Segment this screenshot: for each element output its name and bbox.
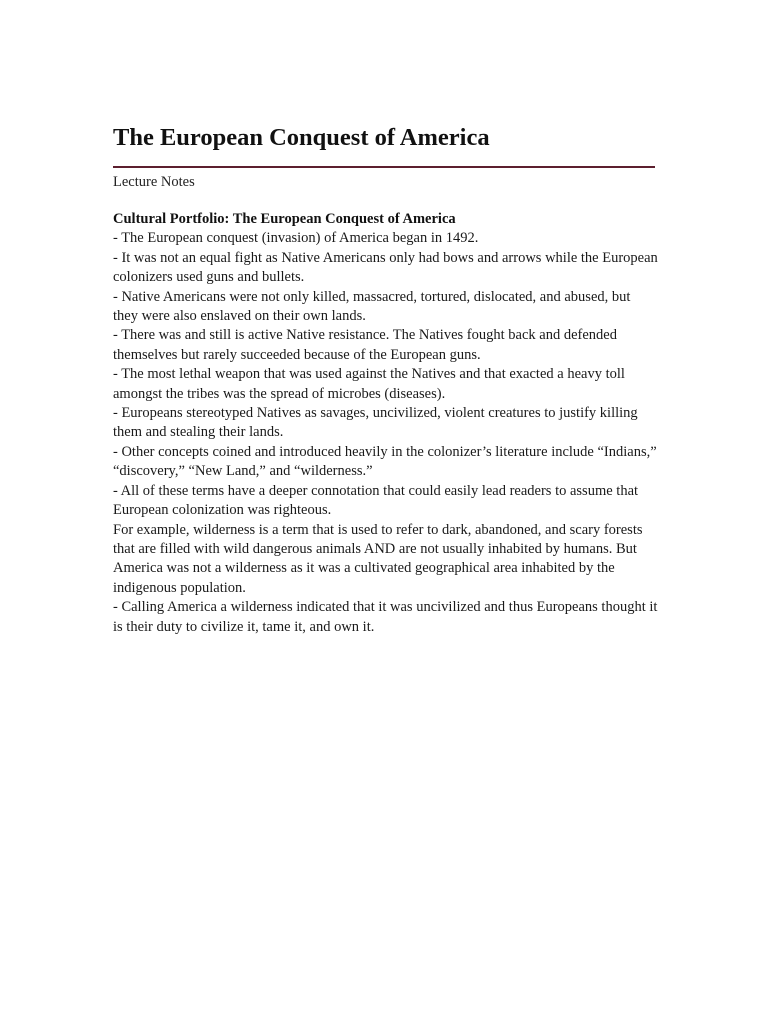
paragraph: - The most lethal weapon that was used against the Natives and that exacted a heavy toll amongst the tribes was the spread of microbes (diseases). bbox=[113, 366, 625, 402]
paragraph: - Native Americans were not only killed, massacred, tortured, dislocated, and abused, but they were also enslaved on their own lands. bbox=[113, 288, 631, 325]
title-divider bbox=[113, 166, 655, 168]
paragraph: - It was not an equal fight as Native Americans only had bows and arrows while the European colonizers used guns and bullets. bbox=[113, 249, 658, 286]
document-subtitle: Lecture Notes bbox=[113, 174, 195, 190]
paragraph: - All of these terms have a deeper connotation that could easily lead readers to assume that European colonization was righteous. bbox=[113, 482, 639, 519]
paragraph: For example, wilderness is a term that is used to refer to dark, abandoned, and scary forests that are filled with wild dangerous animals AND are not usually inhabited by humans. But America was not a wilderness as it was a cultivated geographical area inhabited by the indigenous population. bbox=[113, 521, 643, 596]
document-title: The European Conquest of America bbox=[113, 124, 490, 151]
section-heading: Cultural Portfolio: The European Conquest of America bbox=[113, 211, 456, 227]
paragraph: - The European conquest (invasion) of America began in 1492. bbox=[113, 230, 479, 247]
paragraph: - Europeans stereotyped Natives as savages, uncivilized, violent creatures to justify killing them and stealing their lands. bbox=[113, 405, 638, 441]
document-page bbox=[113, 122, 658, 637]
paragraph: - There was and still is active Native resistance. The Natives fought back and defended themselves but rarely succeeded because of the European guns. bbox=[113, 327, 617, 363]
paragraph: - Other concepts coined and introduced heavily in the colonizer’s literature include “Indians,” “discovery,” “New Land,” and “wilderness.” bbox=[113, 443, 657, 480]
paragraph: - Calling America a wilderness indicated that it was uncivilized and thus Europeans thought it is their duty to civilize it, tame it, and own it. bbox=[113, 599, 658, 635]
content-section bbox=[113, 210, 658, 637]
